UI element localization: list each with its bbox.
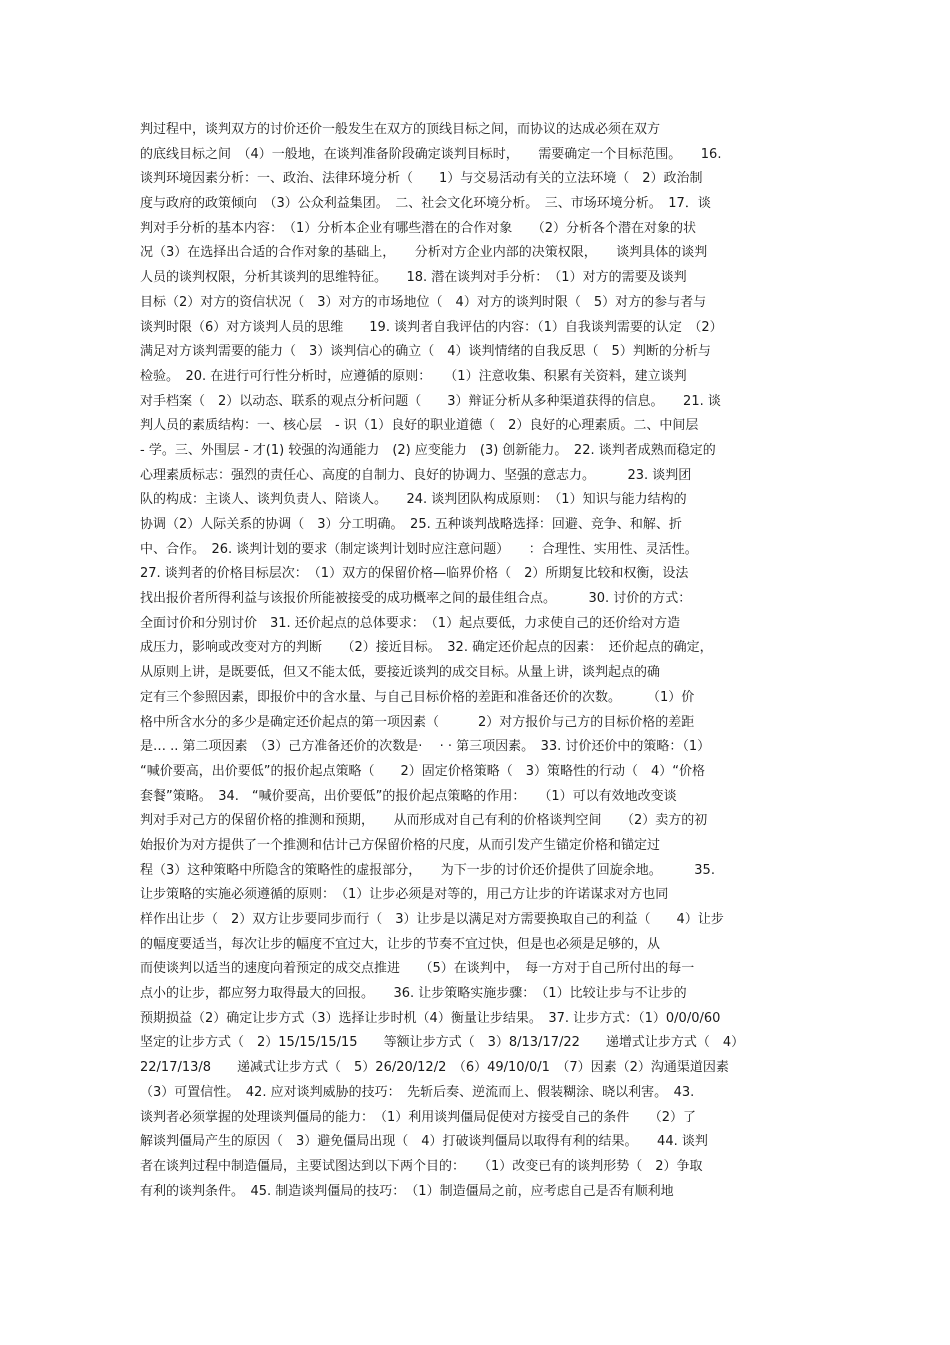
text-line: 谈判环境因素分析：一、政治、法律环境分析（ 1）与交易活动有关的立法环境（ 2）政治制 [140, 171, 703, 187]
text-line: 检验。 20. 在进行可行性分析时，应遵循的原则： （1）注意收集、积累有关资料，建立谈判 [140, 368, 687, 384]
text-line: 成压力，影响或改变对方的判断 （2）接近目标。 32. 确定还价起点的因素： 还价起点的确定， [140, 640, 713, 656]
text-line: 点小的让步，都应努力取得最大的回报。 36. 让步策略实施步骤： （1）比较让步与不让步的 [140, 986, 687, 1002]
text-line: 始报价为对方提供了一个推测和估计己方保留价格的尺度，从而引发产生锚定价格和锚定过 [140, 837, 661, 853]
text-line: 27. 谈判者的价格目标层次： （1）双方的保留价格—临界价格（ 2）所期复比较和权衡，设法 [140, 566, 689, 582]
text-line: 谈判时限（6）对方谈判人员的思维 19. 谈判者自我评估的内容：（1）自我谈判需要的认定 （2） [140, 319, 723, 335]
text-line: “喊价要高，出价要低”的报价起点策略（ 2）固定价格策略（ 3）策略性的行动（ 4）“价格 [140, 763, 706, 779]
text-line: （3）可置信性。 42. 应对谈判威胁的技巧： 先斩后奏、逆流而上、假装糊涂、晓以利害。 43. [140, 1084, 695, 1100]
text-line: 有利的谈判条件。 45. 制造谈判僵局的技巧： （1）制造僵局之前，应考虑自己是否有顺利地 [140, 1183, 674, 1199]
text-line: 全面讨价和分别讨价 31. 还价起点的总体要求： （1）起点要低，力求使自己的还价给对方造 [140, 615, 681, 631]
text-line: 程（3）这种策略中所隐含的策略性的虚报部分， 为下一步的讨价还价提供了回旋余地。 35. [140, 862, 715, 878]
text-line: 判对手对己方的保留价格的推测和预期， 从而形成对自己有利的价格谈判空间 （2）卖方的初 [140, 813, 708, 829]
text-line: 心理素质标志：强烈的责任心、高度的自制力、良好的协调力、坚强的意志力。 23. 谈判团 [140, 467, 692, 483]
text-line: 22/17/13/8 递减式让步方式（ 5）26/20/12/2 （6）49/10/0/1 （7）因素（2）沟通渠道因素 [140, 1060, 729, 1076]
text-line: 格中所含水分的多少是确定还价起点的第一项因素（ 2）对方报价与己方的目标价格的差距 [140, 714, 695, 730]
text-line: 对手档案（ 2）以动态、联系的观点分析问题（ 3）辩证分析从多种渠道获得的信息。 21. 谈 [140, 393, 721, 409]
text-line: 中、合作。 26. 谈判计划的要求（制定谈判计划时应注意问题） ：合理性、实用性、灵活性。 [140, 541, 698, 557]
text-line: 人员的谈判权限，分析其谈判的思维特征。 18. 潜在谈判对手分析： （1）对方的需要及谈判 [140, 270, 687, 286]
text-line: 从原则上讲，是既要低，但又不能太低，要接近谈判的成交目标。从量上讲，谈判起点的确 [140, 665, 661, 681]
text-line: 而使谈判以适当的速度向着预定的成交点推进 （5）在谈判中， 每一方对于自己所付出的每一 [140, 961, 695, 977]
text-line: 解谈判僵局产生的原因（ 3）避免僵局出现（ 4）打破谈判僵局以取得有利的结果。 44. 谈判 [140, 1134, 708, 1150]
body-text [140, 118, 820, 1204]
text-line: 坚定的让步方式（ 2）15/15/15/15 等额让步方式（ 3）8/13/17/22 递增式让步方式（ 4） [140, 1035, 745, 1051]
text-line: 样作出让步（ 2）双方让步要同步而行（ 3）让步是以满足对方需要换取自己的利益（ 4）让步 [140, 912, 724, 927]
text-line: 谈判者必须掌握的处理谈判僵局的能力： （1）利用谈判僵局促使对方接受自己的条件 （2）了 [140, 1109, 697, 1125]
text-line: 满足对方谈判需要的能力（ 3）谈判信心的确立（ 4）谈判情绪的自我反思（ 5）判断的分析与 [140, 344, 711, 360]
text-line: 目标（2）对方的资信状况（ 3）对方的市场地位（ 4）对方的谈判时限（ 5）对方的参与者与 [140, 294, 707, 310]
text-line: 队的构成：主谈人、谈判负责人、陪谈人。 24. 谈判团队构成原则： （1）知识与能力结构的 [140, 492, 687, 508]
text-line: 预期损益（2）确定让步方式（3）选择让步时机（4）衡量让步结果。 37. 让步方式：（1）0/0/0/60 [140, 1010, 721, 1026]
text-line: 判过程中，谈判双方的讨价还价一般发生在双方的顶线目标之间，而协议的达成必须在双方 [140, 122, 661, 137]
text-line: - 学。三、外围层 - 才(1) 较强的沟通能力 (2) 应变能力 (3) 创新能力。 22. 谈判者成熟而稳定的 [140, 442, 716, 458]
text-line: 定有三个参照因素，即报价中的含水量、与自己目标价格的差距和准备还价的次数。 （1）价 [140, 689, 695, 705]
text-line: 找出报价者所得利益与该报价所能被接受的成功概率之间的最佳组合点。 30. 讨价的方式： [140, 591, 692, 607]
text-line: 是… .. 第二项因素 （3）己方准备还价的次数是· · · 第三项因素。 33. 讨价还价中的策略：（1） [140, 739, 711, 755]
text-line: 的底线目标之间 （4）一般地，在谈判准备阶段确定谈判目标时， 需要确定一个目标范围。 16. [140, 146, 722, 162]
text-line: 的幅度要适当，每次让步的幅度不宜过大，让步的节奏不宜过快，但是也必须是足够的，从 [140, 936, 661, 952]
text-line: 协调（2）人际关系的协调（ 3）分工明确。 25. 五种谈判战略选择：回避、竞争、和解、折 [140, 517, 682, 532]
text-line: 者在谈判过程中制造僵局，主要试图达到以下两个目的： （1）改变已有的谈判形势（ 2）争取 [140, 1158, 703, 1174]
text-line: 套餐”策略。 34. “喊价要高，出价要低”的报价起点策略的作用： （1）可以有效地改变谈 [140, 788, 677, 804]
text-line: 判人员的素质结构：一、核心层 - 识（1）良好的职业道德（ 2）良好的心理素质。二、中间层 [140, 418, 699, 434]
text-line: 让步策略的实施必须遵循的原则： （1）让步必须是对等的，用己方让步的许诺谋求对方也同 [140, 887, 669, 903]
text-line: 度与政府的政策倾向 （3）公众利益集团。 二、社会文化环境分析。 三、市场环境分析。 17．谈 [140, 196, 711, 212]
text-line: 判对手分析的基本内容： （1）分析本企业有哪些潜在的合作对象 （2）分析各个潜在对象的状 [140, 220, 697, 236]
text-line: 况（3）在选择出合适的合作对象的基础上， 分析对方企业内部的决策权限， 谈判具体的谈判 [140, 245, 708, 261]
